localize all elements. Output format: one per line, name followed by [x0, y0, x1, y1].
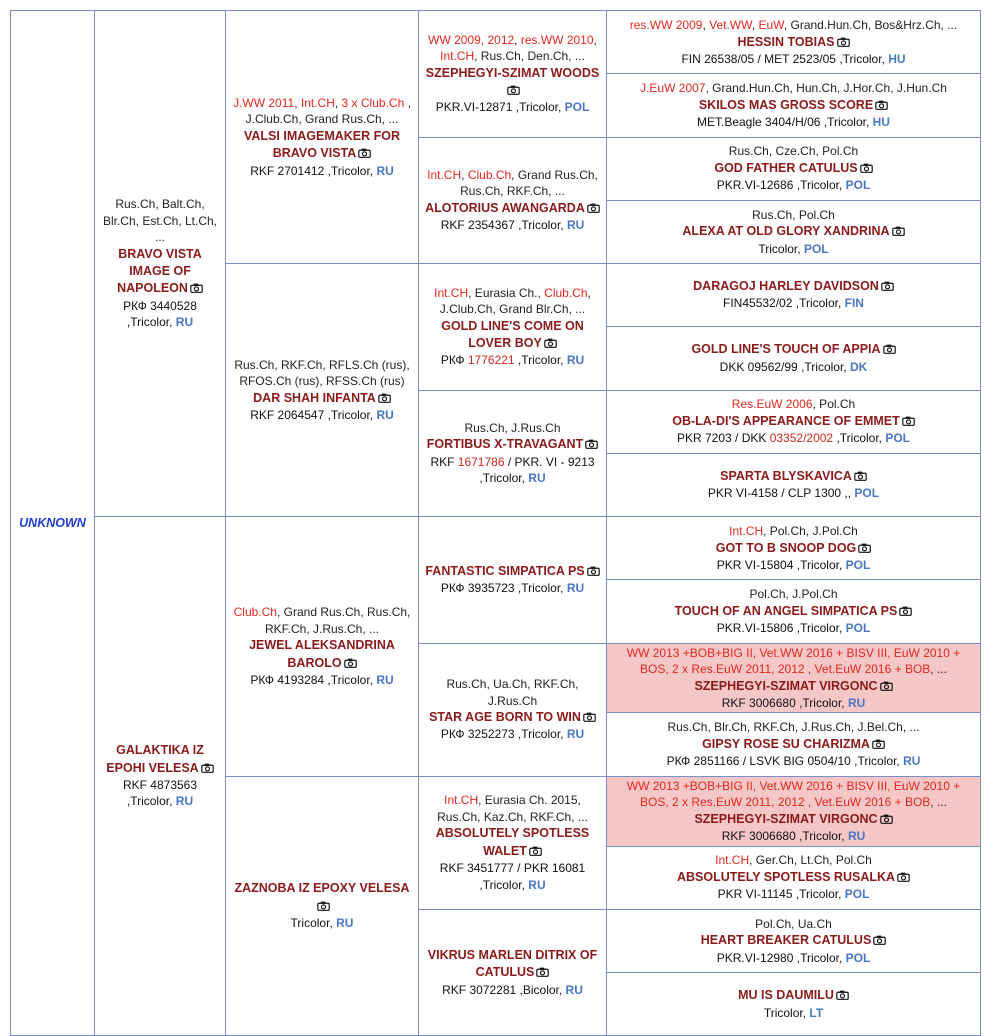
registration-number: РКФ 3935723 ,Tricolor, — [440, 581, 567, 596]
camera-icon[interactable] — [890, 224, 905, 238]
registration-info — [424, 860, 601, 893]
country-code-link[interactable]: POL — [845, 178, 871, 193]
registration-suffix: ,Tricolor, — [514, 353, 567, 368]
registration-number: РКФ 3252273 ,Tricolor, — [440, 727, 567, 742]
dog-name-link[interactable] — [612, 34, 975, 51]
pedigree-cell-g3-1 — [419, 137, 607, 264]
camera-icon[interactable] — [856, 541, 871, 555]
dog-name-link[interactable] — [612, 223, 975, 240]
title-segment: Pol.Ch, Ua.Ch — [755, 916, 832, 931]
titles-text — [612, 719, 975, 736]
registration-info — [612, 950, 975, 967]
dog-name-link[interactable] — [100, 742, 220, 777]
registration-number: РКФ 2851166 / LSVK BIG 0504/10 ,Tricolor, — [666, 754, 904, 769]
title-segment: , Grand Rus.Ch, Rus.Ch, RKF.Ch, ... — [460, 167, 598, 199]
titles-text — [231, 95, 413, 128]
camera-icon[interactable] — [895, 870, 910, 884]
unknown-parent: UNKNOWN — [19, 515, 86, 530]
camera-icon[interactable] — [871, 933, 886, 947]
registration-info — [424, 99, 601, 116]
dog-name: ALEXA AT OLD GLORY XANDRINA — [682, 224, 890, 239]
pedigree-cell-g3-3 — [419, 390, 607, 517]
camera-icon[interactable] — [873, 98, 888, 112]
pedigree-cell-g3-0 — [419, 11, 607, 138]
dog-name-link[interactable] — [231, 390, 413, 407]
title-segment: Int.CH — [440, 49, 475, 64]
camera-icon[interactable] — [835, 35, 850, 49]
titles-text — [612, 586, 975, 603]
pedigree-cell-g4-5 — [607, 327, 981, 390]
registration-number: PKR.VI-12871 ,Tricolor, — [435, 100, 565, 115]
pedigree-cell-g1-1 — [95, 517, 226, 1036]
camera-icon[interactable] — [188, 281, 203, 295]
dog-name: ABSOLUTELY SPOTLESS WALET — [435, 826, 590, 858]
dog-name-link[interactable] — [612, 987, 975, 1004]
title-segment: , Grand.Hun.Ch, Bos&Hrz.Ch, ... — [783, 17, 958, 32]
camera-icon[interactable] — [315, 899, 330, 913]
dog-name-link[interactable] — [612, 678, 975, 695]
country-code-link[interactable]: RU — [376, 163, 394, 178]
registration-number: RKF 3006680 ,Tricolor, — [721, 695, 848, 710]
dog-name-link[interactable] — [424, 65, 601, 100]
camera-icon[interactable] — [376, 391, 391, 405]
pedigree-cell-g4-7 — [607, 453, 981, 516]
titles-text — [612, 645, 975, 678]
registration-info — [612, 114, 975, 131]
registration-number: DKK 09562/99 ,Tricolor, — [719, 359, 850, 374]
registration-number: PKR.VI-12686 ,Tricolor, — [716, 178, 846, 193]
title-segment: , Pol.Ch, J.Pol.Ch — [763, 523, 858, 538]
camera-icon[interactable] — [879, 279, 894, 293]
dog-name: GALAKTIKA IZ EPOHI VELESA — [106, 743, 204, 775]
dog-name-link[interactable] — [612, 811, 975, 828]
pedigree-cell-g4-2 — [607, 137, 981, 200]
registration-suffix: / PKR. VI - 9213 ,Tricolor, — [479, 454, 595, 486]
country-code-link[interactable]: POL — [845, 621, 871, 635]
titles-text — [612, 80, 975, 97]
title-segment: WW 2013 +BOB+BIG II, Vet.WW 2016 + BISV III, EuW 2010 + BOS, 2 x Res.EuW 2011, 2012 , Vet.EuW 2016 + BOB — [626, 645, 961, 677]
camera-icon[interactable] — [583, 437, 598, 451]
registration-info — [612, 485, 975, 502]
dog-name-link[interactable] — [100, 246, 220, 298]
pedigree-cell-g4-9 — [607, 580, 981, 643]
dog-name: HEART BREAKER CATULUS — [700, 933, 872, 948]
camera-icon[interactable] — [878, 679, 893, 693]
registration-info — [231, 915, 413, 932]
pedigree-table — [10, 10, 981, 1036]
title-segment: Rus.Ch, J.Rus.Ch — [464, 420, 561, 435]
title-segment: res.WW 2010 — [520, 32, 594, 47]
dog-name-link[interactable] — [612, 736, 975, 753]
registration-number: RKF 4873563 ,Tricolor, — [122, 777, 198, 809]
title-segment: Club.Ch — [233, 605, 277, 620]
dog-name: BRAVO VISTA IMAGE OF NAPOLEON — [117, 246, 202, 296]
dog-name: OB-LA-DI'S APPEARANCE OF EMMET — [672, 414, 900, 428]
titles-text — [100, 196, 220, 246]
registration-number: Tricolor, — [758, 241, 804, 256]
pedigree-cell-g4-11 — [607, 713, 981, 776]
dog-name: GIPSY ROSE SU CHARIZMA — [702, 736, 870, 751]
dog-name: GOLD LINE'S TOUCH OF APPIA — [691, 342, 881, 357]
registration-info — [612, 51, 975, 68]
registration-info — [612, 359, 975, 376]
registration-number: RKF 3072281 ,Bicolor, — [442, 982, 566, 997]
title-segment: Int.CH — [300, 95, 335, 110]
dog-name: SZEPHEGYI-SZIMAT VIRGONC — [694, 678, 878, 693]
country-code-link[interactable]: DK — [849, 359, 868, 374]
dog-name-link[interactable] — [612, 341, 975, 358]
registration-number: FIN45532/02 ,Tricolor, — [723, 296, 845, 311]
title-segment: , — [334, 95, 342, 110]
title-segment: Vet.WW — [709, 17, 752, 32]
titles-text — [612, 778, 975, 811]
registration-number: RKF — [430, 454, 458, 469]
country-code-link[interactable]: POL — [803, 241, 829, 256]
registration-info — [424, 352, 601, 369]
country-code-link[interactable]: RU — [376, 672, 394, 687]
camera-icon[interactable] — [199, 761, 214, 775]
registration-info — [612, 695, 975, 712]
title-segment: , — [702, 17, 710, 32]
title-segment: , Pol.Ch — [812, 397, 856, 412]
camera-icon[interactable] — [900, 414, 915, 428]
country-code-link[interactable]: RU — [566, 581, 585, 596]
dog-name-link[interactable] — [612, 278, 975, 295]
pedigree-row — [11, 517, 981, 580]
title-segment: res.WW 2009 — [629, 17, 703, 32]
dog-name-link[interactable] — [612, 97, 975, 114]
dog-name: VIKRUS MARLEN DITRIX OF CATULUS — [427, 948, 598, 980]
dog-name-link[interactable] — [424, 825, 601, 860]
title-segment: , ... — [930, 795, 947, 810]
registration-number: RKF 2064547 ,Tricolor, — [250, 407, 377, 422]
camera-icon[interactable] — [581, 710, 596, 724]
title-segment: Rus.Ch, Pol.Ch — [752, 207, 835, 222]
title-segment: Rus.Ch, Ua.Ch, RKF.Ch, J.Rus.Ch — [446, 677, 579, 708]
title-segment: , J.Club.Ch, Grand Blr.Ch, ... — [439, 285, 591, 317]
country-code-link[interactable]: RU — [528, 471, 546, 486]
country-code-link[interactable]: RU — [903, 754, 921, 769]
titles-text — [612, 17, 975, 34]
dog-name: FORTIBUS X-TRAVAGANT — [426, 437, 584, 452]
registration-number: PKR.VI-15806 ,Tricolor, — [716, 621, 846, 635]
dog-name-link[interactable] — [612, 869, 975, 886]
dog-name: SPARTA BLYSKAVICA — [720, 468, 852, 483]
registration-info — [612, 828, 975, 845]
pedigree-cell-g4-0 — [607, 11, 981, 74]
registration-number-link[interactable]: 03352/2002 — [769, 431, 834, 446]
dog-name: MU IS DAUMILU — [738, 988, 834, 1003]
registration-number: FIN 26538/05 / MET 2523/05 ,Tricolor, — [681, 51, 889, 66]
titles-text — [612, 523, 975, 540]
registration-number: RKF 3451777 / PKR 16081 ,Tricolor, — [439, 860, 586, 892]
registration-info — [612, 620, 975, 637]
country-code-link[interactable]: HU — [872, 115, 890, 129]
pedigree-cell-g4-8 — [607, 517, 981, 580]
dog-name: STAR AGE BORN TO WIN — [429, 710, 581, 725]
registration-number: РКФ — [440, 353, 468, 368]
title-segment: Rus.Ch, Balt.Ch, Blr.Ch, Est.Ch, Lt.Ch, ... — [102, 197, 218, 245]
registration-number: Tricolor, — [290, 915, 337, 930]
title-segment: Rus.Ch, Cze.Ch, Pol.Ch — [728, 144, 859, 159]
title-segment: , Eurasia Ch. 2015, Rus.Ch, Kaz.Ch, RKF.Ch, ... — [437, 793, 588, 824]
dog-name: TOUCH OF AN ANGEL SIMPATICA PS — [674, 603, 898, 618]
title-segment: Int.CH — [715, 853, 750, 868]
title-segment: Club.Ch — [467, 167, 512, 182]
dog-name: GOD FATHER CATULUS — [714, 161, 858, 175]
pedigree-cell-g4-4 — [607, 264, 981, 327]
pedigree-cell-g3-5 — [419, 643, 607, 776]
pedigree-cell-root — [11, 11, 95, 1036]
title-segment: WW 2013 +BOB+BIG II, Vet.WW 2016 + BISV III, EuW 2010 + BOS, 2 x Res.EuW 2011, 2012 , Vet.EuW 2016 + BOB — [626, 778, 961, 810]
title-segment: Pol.Ch, J.Pol.Ch — [749, 587, 838, 602]
dog-name: GOT TO B SNOOP DOG — [715, 540, 857, 555]
dog-name-link[interactable] — [231, 128, 413, 163]
title-segment: Int.CH — [444, 793, 479, 808]
titles-text — [424, 32, 601, 65]
pedigree-cell-g2-1 — [226, 264, 419, 517]
registration-number-link[interactable]: 1776221 — [467, 353, 515, 368]
dog-name: GOLD LINE'S COME ON LOVER BOY — [441, 318, 584, 351]
title-segment: WW 2009, 2012 — [428, 32, 515, 47]
country-code-link[interactable]: RU — [847, 828, 866, 843]
camera-icon[interactable] — [858, 161, 873, 175]
title-segment: , Ger.Ch, Lt.Ch, Pol.Ch — [749, 853, 872, 868]
country-code-link[interactable]: POL — [844, 887, 870, 902]
country-code-link[interactable]: RU — [847, 695, 866, 710]
title-segment: Int.CH — [427, 167, 462, 182]
titles-text — [231, 604, 413, 637]
camera-icon[interactable] — [534, 965, 549, 979]
registration-number: PKR 7203 / DKK — [676, 431, 770, 446]
country-code-link[interactable]: POL — [845, 557, 871, 572]
camera-icon[interactable] — [852, 469, 867, 483]
country-code-link[interactable]: POL — [564, 100, 590, 115]
camera-icon[interactable] — [542, 336, 557, 350]
camera-icon[interactable] — [585, 201, 600, 215]
pedigree-cell-g4-6 — [607, 390, 981, 453]
pedigree-cell-g4-14 — [607, 909, 981, 972]
registration-number: РКФ 4193284 ,Tricolor, — [250, 672, 377, 687]
registration-info — [424, 454, 601, 487]
camera-icon[interactable] — [356, 146, 371, 160]
registration-suffix: ,Tricolor, — [833, 431, 886, 446]
title-segment: , — [461, 167, 468, 182]
dog-name: ZAZNOBA IZ EPOXY VELESA — [234, 881, 410, 896]
pedigree-cell-g1-0 — [95, 11, 226, 517]
title-segment: , Grand Rus.Ch, Rus.Ch, RKF.Ch, J.Rus.Ch, ... — [264, 605, 411, 636]
dog-name-link[interactable] — [424, 947, 601, 982]
dog-name-link[interactable] — [424, 709, 601, 726]
camera-icon[interactable] — [881, 342, 896, 356]
dog-name: HESSIN TOBIAS — [737, 34, 835, 49]
registration-info — [424, 726, 601, 743]
titles-text — [612, 207, 975, 224]
titles-text — [424, 676, 601, 709]
dog-name-link[interactable] — [424, 200, 601, 217]
registration-number: РКФ 3440528 ,Tricolor, — [123, 298, 197, 330]
registration-info — [424, 217, 601, 234]
pedigree-cell-g4-10 — [607, 643, 981, 713]
country-code-link[interactable]: RU — [376, 407, 394, 422]
registration-number-link[interactable]: 1671786 — [457, 454, 505, 469]
camera-icon[interactable] — [505, 83, 520, 97]
camera-icon[interactable] — [342, 656, 357, 670]
pedigree-cell-g3-7 — [419, 909, 607, 1036]
pedigree-cell-g2-2 — [226, 517, 419, 777]
registration-info — [612, 295, 975, 312]
registration-info — [424, 982, 601, 999]
title-segment: J.WW 2011 — [233, 95, 295, 110]
dog-name: ALOTORIUS AWANGARDA — [425, 200, 585, 215]
country-code-link[interactable]: RU — [566, 218, 585, 233]
registration-number: PKR.VI-12980 ,Tricolor, — [716, 950, 846, 965]
title-segment: , Eurasia Ch., — [468, 285, 545, 300]
dog-name: FANTASTIC SIMPATICA PS — [425, 563, 585, 578]
registration-number: PKR VI-15804 ,Tricolor, — [716, 557, 846, 572]
registration-info — [424, 580, 601, 597]
title-segment: J.EuW 2007 — [640, 81, 706, 96]
registration-info — [612, 241, 975, 258]
dog-name: DARAGOJ HARLEY DAVIDSON — [693, 279, 879, 294]
titles-text — [612, 143, 975, 160]
title-segment: , — [751, 17, 759, 32]
dog-name-link[interactable] — [424, 318, 601, 353]
title-segment: Rus.Ch, Blr.Ch, RKF.Ch, J.Rus.Ch, J.Bel.Ch, ... — [667, 720, 920, 735]
camera-icon[interactable] — [585, 564, 600, 578]
title-segment: , — [294, 95, 301, 110]
title-segment: , Rus.Ch, Den.Ch, ... — [474, 49, 585, 64]
country-code-link[interactable]: POL — [854, 486, 880, 501]
title-segment: 3 x Club.Ch — [341, 95, 405, 110]
dog-name-link[interactable] — [424, 436, 601, 453]
registration-info — [612, 177, 975, 194]
pedigree-cell-g4-15 — [607, 973, 981, 1036]
dog-name-link[interactable] — [612, 160, 975, 177]
camera-icon[interactable] — [527, 844, 542, 858]
registration-info — [100, 298, 220, 331]
camera-icon[interactable] — [834, 988, 849, 1002]
title-segment: Rus.Ch, RKF.Ch, RFLS.Ch (rus), RFOS.Ch (rus), RFSS.Ch (rus) — [234, 357, 410, 389]
dog-name: VALSI IMAGEMAKER FOR BRAVO VISTA — [243, 129, 401, 161]
titles-text — [424, 792, 601, 825]
country-code-link[interactable]: POL — [845, 950, 871, 965]
title-segment: , Grand.Hun.Ch, Hun.Ch, J.Hor.Ch, J.Hun.Ch — [705, 81, 947, 96]
registration-info — [612, 1005, 975, 1022]
dog-name: DAR SHAH INFANTA — [253, 390, 376, 405]
titles-text — [231, 357, 413, 390]
country-code-link[interactable]: POL — [885, 431, 911, 446]
pedigree-cell-g3-6 — [419, 776, 607, 909]
country-code-link[interactable]: FIN — [844, 296, 864, 311]
dog-name-link[interactable] — [424, 563, 601, 580]
registration-info — [100, 777, 220, 810]
pedigree-cell-g4-13 — [607, 846, 981, 909]
registration-info — [612, 886, 975, 903]
country-code-link[interactable]: RU — [566, 727, 585, 742]
titles-text — [612, 916, 975, 933]
registration-number: RKF 2354367 ,Tricolor, — [440, 218, 567, 233]
registration-info — [612, 557, 975, 574]
pedigree-cell-g4-1 — [607, 74, 981, 137]
pedigree-cell-g4-12 — [607, 776, 981, 846]
title-segment: Int.CH — [434, 285, 469, 300]
title-segment: Club.Ch — [544, 285, 588, 300]
titles-text — [424, 167, 601, 200]
registration-number: PKR VI-4158 / CLP 1300 ,, — [707, 486, 855, 501]
dog-name-link[interactable] — [612, 540, 975, 557]
country-code-link[interactable]: RU — [336, 915, 354, 930]
dog-name-link[interactable] — [231, 880, 413, 915]
registration-info — [612, 430, 975, 447]
titles-text — [612, 396, 975, 413]
registration-number: Tricolor, — [763, 1005, 810, 1020]
country-code-link[interactable]: RU — [565, 982, 583, 997]
country-code-link[interactable]: RU — [175, 315, 194, 330]
dog-name: SKILOS MAS GROSS SCORE — [698, 97, 874, 112]
title-segment: , ... — [930, 662, 947, 677]
registration-info — [231, 672, 413, 689]
country-code-link[interactable]: HU — [888, 51, 906, 66]
dog-name: SZEPHEGYI-SZIMAT WOODS — [425, 65, 600, 80]
titles-text — [612, 852, 975, 869]
registration-info — [612, 753, 975, 770]
registration-number: MET.Beagle 3404/H/06 ,Tricolor, — [697, 115, 873, 129]
country-code-link[interactable]: RU — [566, 353, 585, 368]
registration-number: PKR VI-11145 ,Tricolor, — [717, 887, 845, 902]
dog-name-link[interactable] — [612, 932, 975, 949]
registration-number: RKF 3006680 ,Tricolor, — [721, 828, 848, 843]
title-segment: EuW — [758, 17, 784, 32]
dog-name-link[interactable] — [612, 468, 975, 485]
title-segment: , — [593, 32, 597, 47]
registration-number: RKF 2701412 ,Tricolor, — [250, 163, 377, 178]
dog-name: SZEPHEGYI-SZIMAT VIRGONC — [694, 811, 878, 826]
country-code-link[interactable]: LT — [809, 1005, 824, 1020]
pedigree-cell-g2-3 — [226, 776, 419, 1036]
dog-name: JEWEL ALEKSANDRINA BAROLO — [249, 638, 395, 670]
dog-name: ABSOLUTELY SPOTLESS RUSALKA — [676, 870, 896, 885]
camera-icon[interactable] — [878, 812, 893, 826]
pedigree-row — [11, 11, 981, 74]
country-code-link[interactable]: RU — [528, 877, 546, 892]
title-segment: , — [514, 32, 521, 47]
dog-name-link[interactable] — [612, 603, 975, 620]
titles-text — [424, 285, 601, 318]
pedigree-cell-g4-3 — [607, 200, 981, 263]
registration-info — [231, 163, 413, 180]
country-code-link[interactable]: RU — [175, 794, 194, 809]
title-segment: , J.Club.Ch, Grand Rus.Ch, ... — [245, 95, 411, 127]
camera-icon[interactable] — [897, 604, 912, 618]
titles-text — [424, 420, 601, 437]
registration-info — [231, 407, 413, 424]
camera-icon[interactable] — [870, 737, 885, 751]
pedigree-cell-g3-4 — [419, 517, 607, 644]
dog-name-link[interactable] — [231, 637, 413, 672]
dog-name-link[interactable] — [612, 413, 975, 430]
title-segment: Int.CH — [729, 523, 764, 538]
pedigree-cell-g2-0 — [226, 11, 419, 264]
pedigree-cell-g3-2 — [419, 264, 607, 391]
title-segment: Res.EuW 2006 — [731, 397, 813, 412]
